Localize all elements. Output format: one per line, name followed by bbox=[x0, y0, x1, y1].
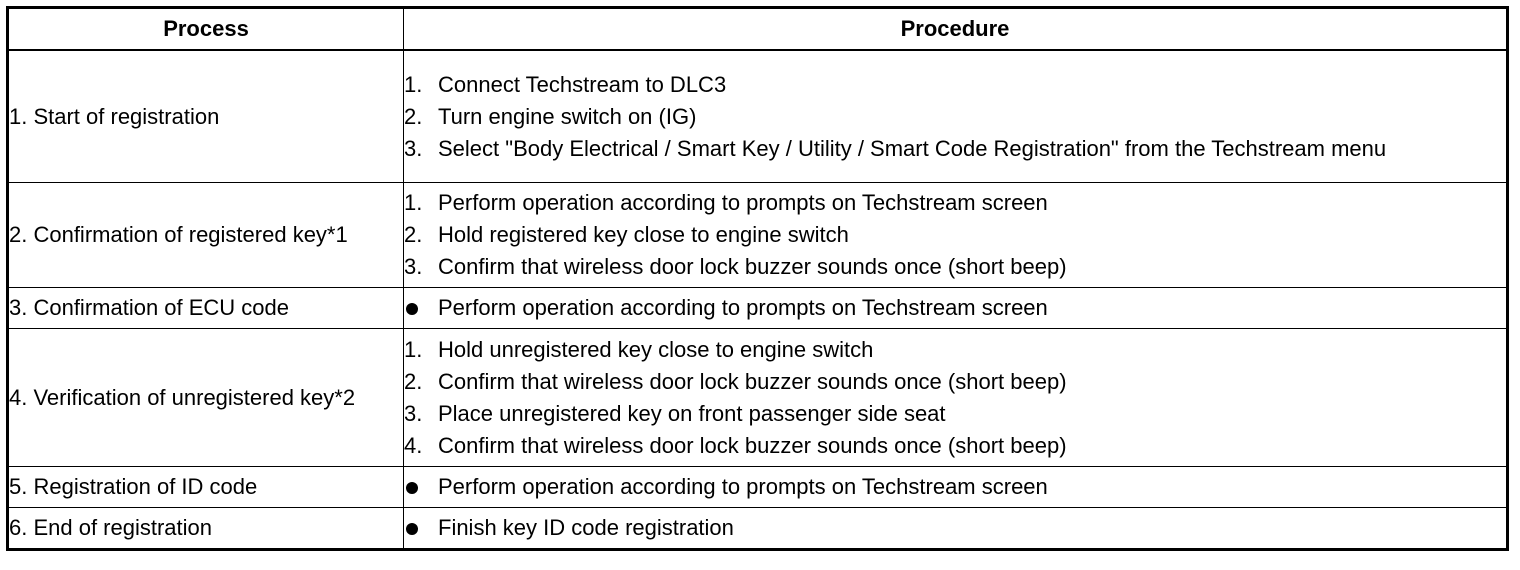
step-text: Place unregistered key on front passenger side seat bbox=[438, 400, 946, 426]
registration-procedure-table bbox=[6, 6, 1509, 551]
procedure-cell bbox=[404, 508, 1508, 550]
table-row bbox=[8, 329, 1508, 467]
step-number: 2. bbox=[404, 222, 423, 247]
bullet-icon bbox=[404, 471, 438, 503]
step-number: 1. bbox=[404, 71, 423, 97]
step-list bbox=[404, 187, 1506, 283]
step-text: Perform operation according to prompts on Techstream screen bbox=[438, 295, 1048, 320]
process-cell: 1. Start of registration bbox=[8, 50, 404, 183]
step-number: 4. bbox=[404, 432, 423, 458]
step-list bbox=[404, 292, 1506, 324]
bullet-icon bbox=[404, 292, 438, 324]
table-row bbox=[8, 183, 1508, 288]
procedure-table-container bbox=[6, 6, 1506, 551]
step-text: Confirm that wireless door lock buzzer sounds once (short beep) bbox=[438, 368, 1067, 394]
list-item bbox=[404, 133, 1506, 165]
step-text: Finish key ID code registration bbox=[438, 515, 734, 540]
step-number: 2. bbox=[404, 368, 423, 394]
process-cell: 2. Confirmation of registered key*1 bbox=[8, 183, 404, 288]
process-cell: 5. Registration of ID code bbox=[8, 467, 404, 508]
list-item bbox=[404, 366, 1506, 398]
step-text: Turn engine switch on (IG) bbox=[438, 103, 697, 129]
header-process: Process bbox=[8, 8, 404, 51]
list-item bbox=[404, 512, 1506, 544]
step-text: Confirm that wireless door lock buzzer sounds once (short beep) bbox=[438, 432, 1067, 458]
step-number: 3. bbox=[404, 135, 423, 161]
list-item bbox=[404, 187, 1506, 219]
step-list bbox=[404, 69, 1506, 165]
table-row bbox=[8, 288, 1508, 329]
header-procedure: Procedure bbox=[404, 8, 1508, 51]
step-text: Perform operation according to prompts on Techstream screen bbox=[438, 474, 1048, 499]
procedure-cell bbox=[404, 50, 1508, 183]
procedure-cell bbox=[404, 183, 1508, 288]
table-row bbox=[8, 50, 1508, 183]
step-number: 3. bbox=[404, 254, 423, 279]
process-cell: 4. Verification of unregistered key*2 bbox=[8, 329, 404, 467]
process-cell: 6. End of registration bbox=[8, 508, 404, 550]
step-list bbox=[404, 512, 1506, 544]
step-text: Hold registered key close to engine switch bbox=[438, 222, 849, 247]
step-number: 1. bbox=[404, 190, 423, 215]
step-text: Connect Techstream to DLC3 bbox=[438, 71, 727, 97]
list-item bbox=[404, 101, 1506, 133]
step-text: Hold unregistered key close to engine switch bbox=[438, 336, 874, 362]
step-number: 3. bbox=[404, 400, 423, 426]
table-row bbox=[8, 508, 1508, 550]
table-header-row bbox=[8, 8, 1508, 51]
step-number: 2. bbox=[404, 103, 423, 129]
process-cell: 3. Confirmation of ECU code bbox=[8, 288, 404, 329]
list-item bbox=[404, 471, 1506, 503]
list-item bbox=[404, 292, 1506, 324]
list-item bbox=[404, 219, 1506, 251]
step-number: 1. bbox=[404, 336, 423, 362]
list-item bbox=[404, 430, 1506, 462]
procedure-cell bbox=[404, 467, 1508, 508]
list-item bbox=[404, 334, 1506, 366]
step-list bbox=[404, 334, 1506, 462]
procedure-cell bbox=[404, 288, 1508, 329]
step-text: Select "Body Electrical / Smart Key / Utility / Smart Code Registration" from the Techstream menu bbox=[438, 135, 1387, 161]
step-text: Perform operation according to prompts on Techstream screen bbox=[438, 190, 1048, 215]
list-item bbox=[404, 398, 1506, 430]
list-item bbox=[404, 251, 1506, 283]
procedure-cell bbox=[404, 329, 1508, 467]
step-list bbox=[404, 471, 1506, 503]
list-item bbox=[404, 69, 1506, 101]
step-text: Confirm that wireless door lock buzzer sounds once (short beep) bbox=[438, 254, 1067, 279]
table-row bbox=[8, 467, 1508, 508]
bullet-icon bbox=[404, 512, 438, 544]
